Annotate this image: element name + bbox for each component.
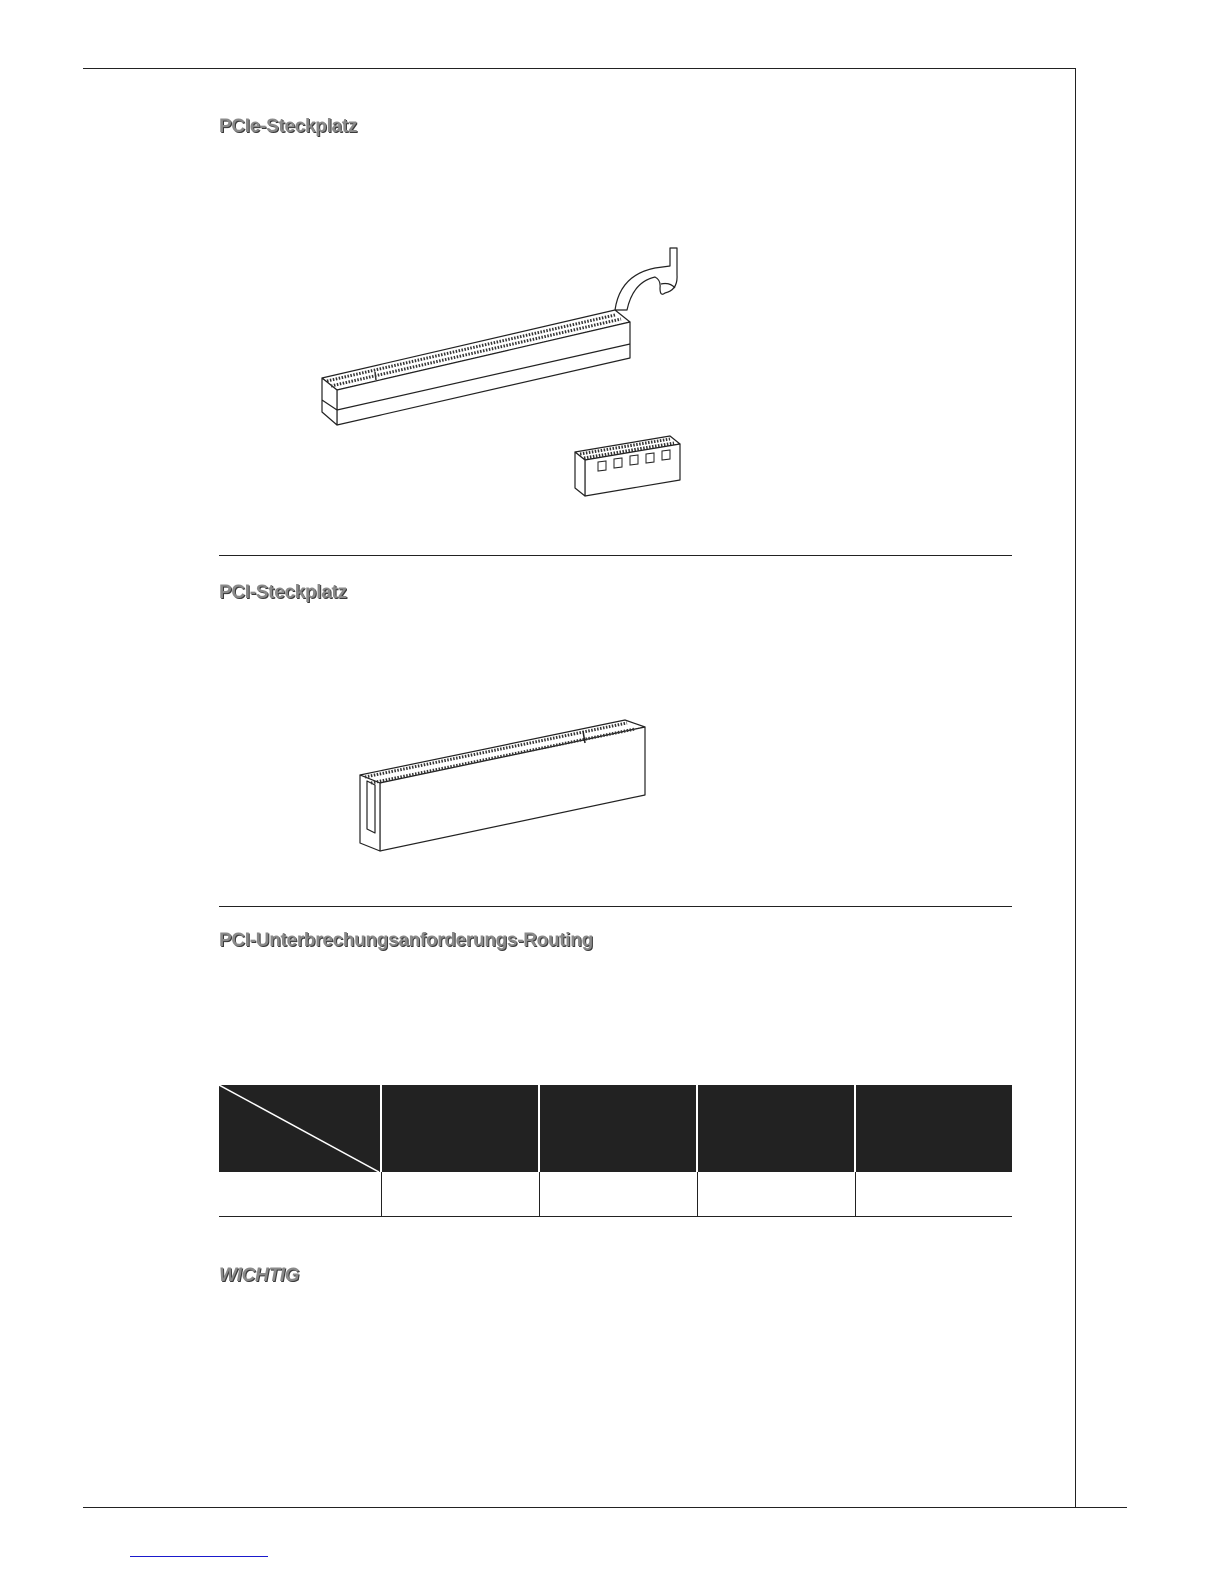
- section-divider-1: [219, 555, 1012, 556]
- pcie-x1-slot-illustration: [570, 432, 690, 502]
- header-cell: [539, 1085, 697, 1172]
- irq-routing-table: [219, 1085, 1012, 1217]
- pcie-x16-slot-illustration: [315, 240, 735, 440]
- irq-table-header-row: [219, 1085, 1012, 1172]
- section-divider-2: [219, 906, 1012, 907]
- irq-routing-heading: PCI-Unterbrechungsanforderungs-Routing: [219, 930, 593, 951]
- header-cell: [381, 1085, 539, 1172]
- table-cell: [697, 1172, 855, 1217]
- pci-heading: PCI-Steckplatz: [219, 582, 347, 603]
- header-cell: [697, 1085, 855, 1172]
- header-cell: [855, 1085, 1012, 1172]
- table-cell: [219, 1172, 381, 1217]
- corner-diagonal: [219, 1085, 381, 1172]
- pci-slot-illustration: [355, 715, 655, 855]
- right-margin-rule: [1075, 68, 1076, 1508]
- table-corner-cell: [219, 1085, 381, 1172]
- table-cell: [539, 1172, 697, 1217]
- important-heading: WICHTIG: [219, 1265, 300, 1286]
- table-cell: [855, 1172, 1012, 1217]
- footer-link-underline[interactable]: [130, 1556, 268, 1557]
- top-rule: [83, 68, 1075, 69]
- table-cell: [381, 1172, 539, 1217]
- table-row: [219, 1172, 1012, 1217]
- pcie-heading: PCIe-Steckplatz: [219, 116, 358, 137]
- bottom-rule: [83, 1507, 1127, 1508]
